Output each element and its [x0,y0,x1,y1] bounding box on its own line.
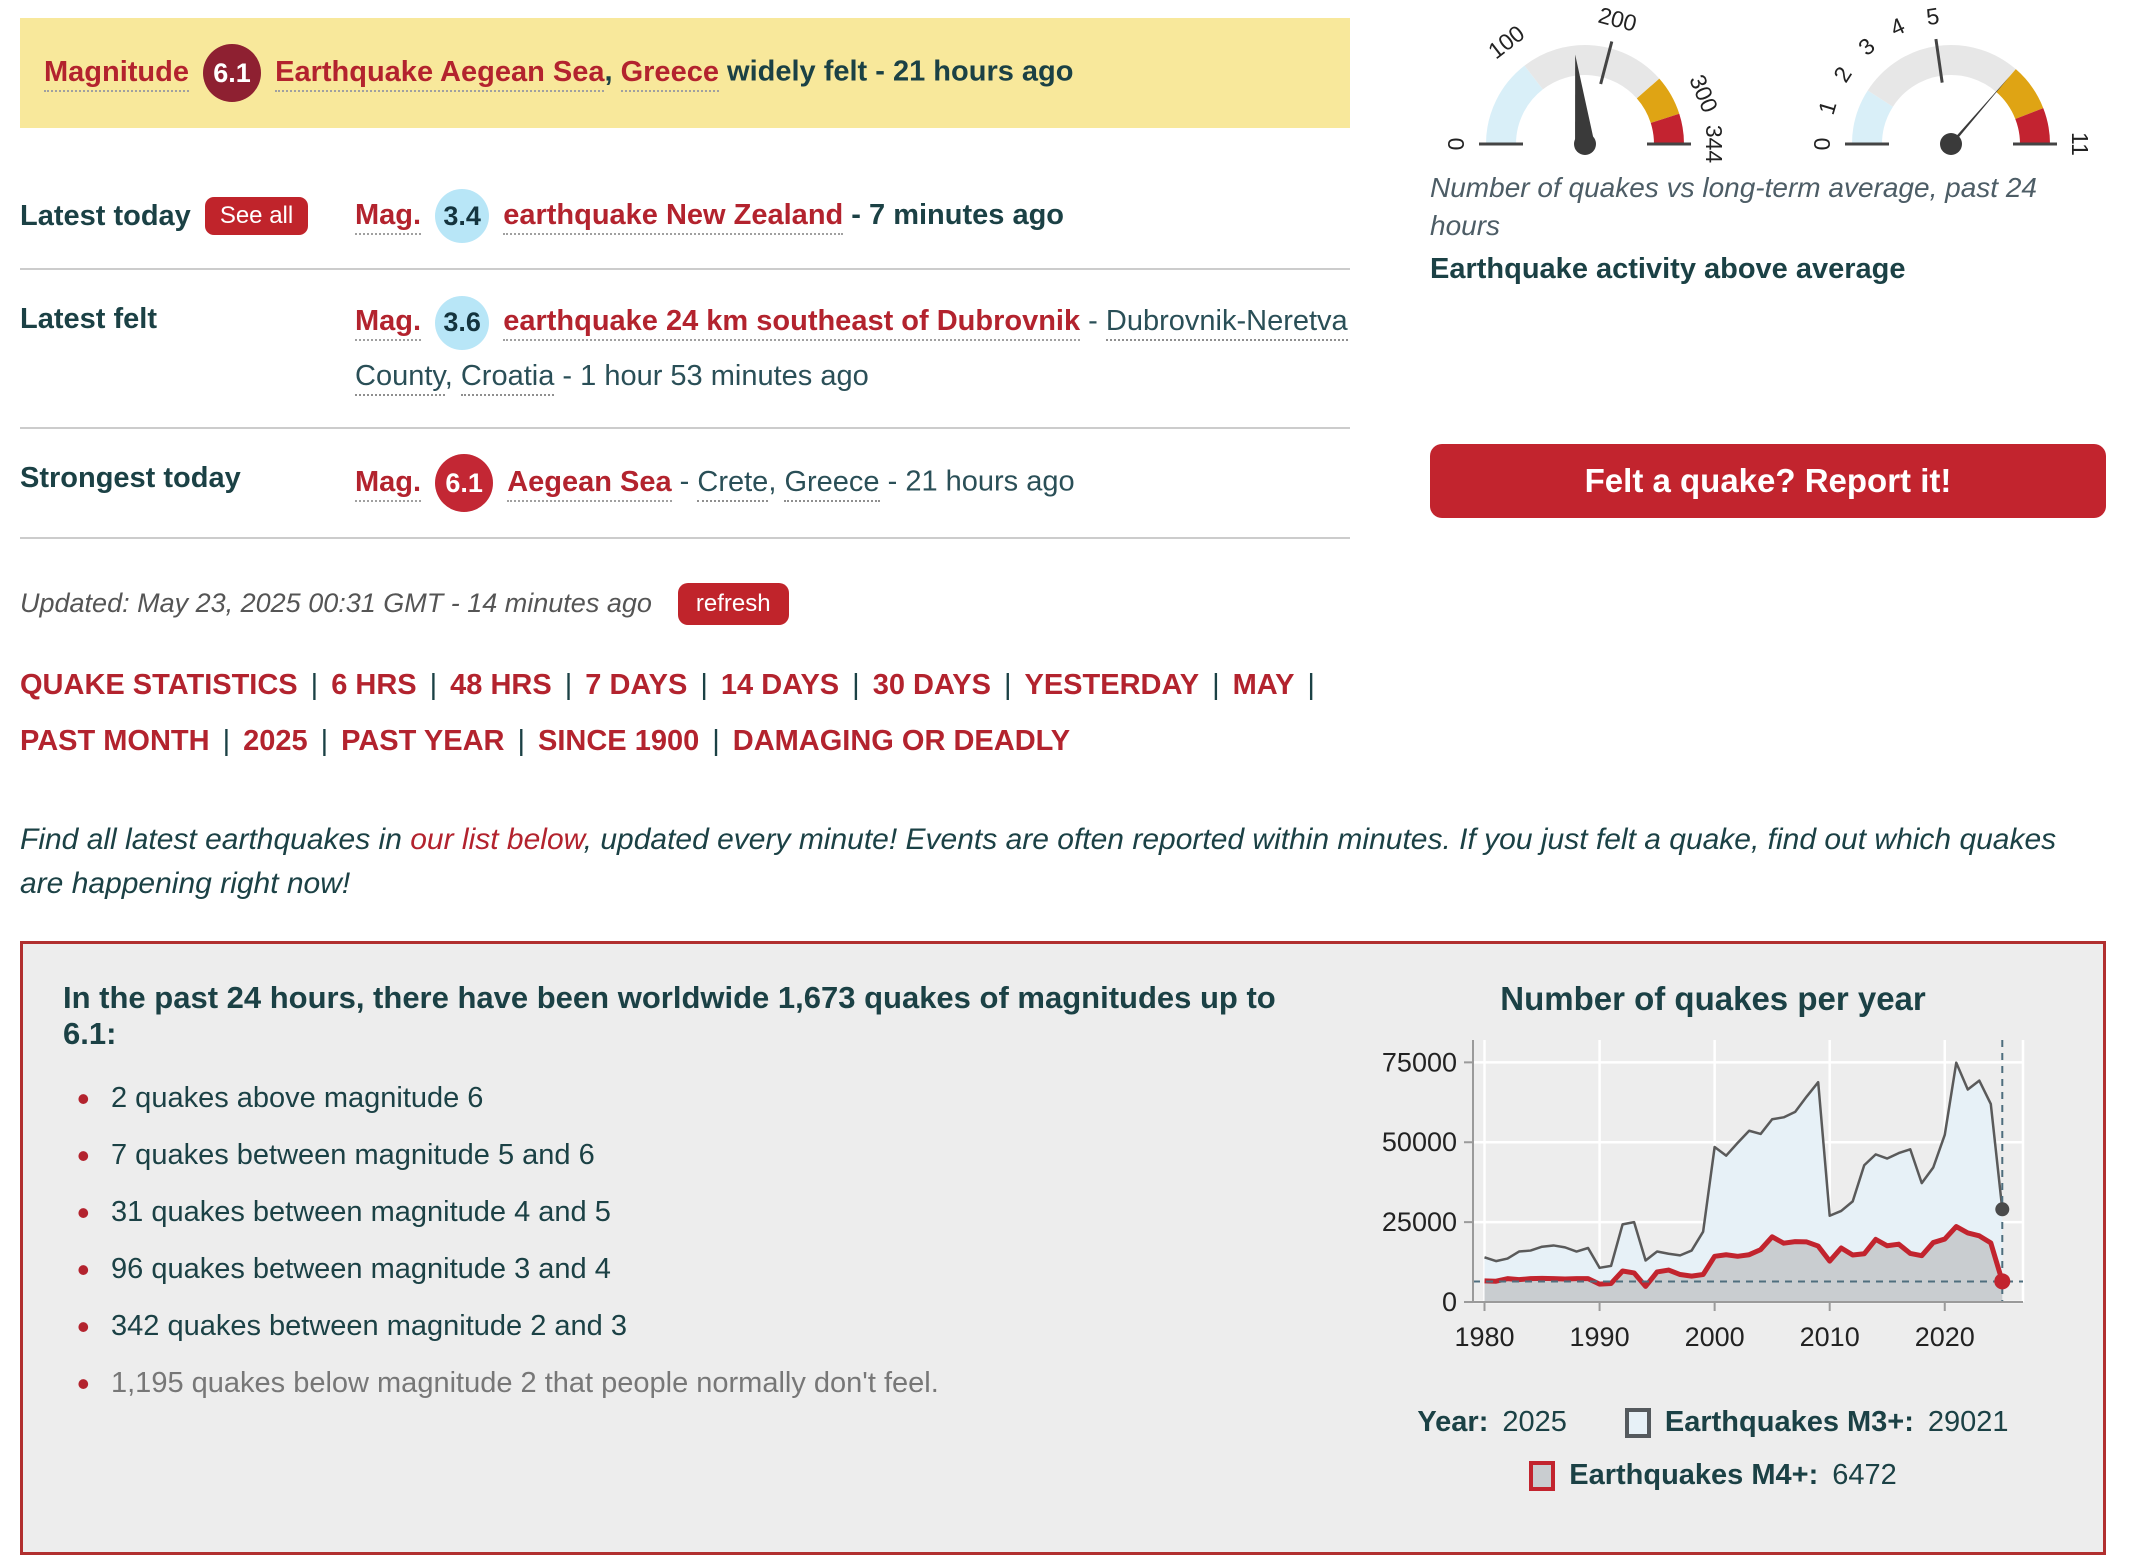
banner-magnitude-link[interactable]: Magnitude [44,56,189,92]
stats-link[interactable]: 7 DAYS [585,668,688,701]
location-link[interactable]: Crete [697,466,768,502]
country-link[interactable]: Greece [784,466,879,502]
separator: | [852,668,860,701]
quake-count-gauge [1430,2,1740,187]
separator: | [564,668,573,701]
stats-link[interactable]: PAST MONTH [20,725,210,758]
summary-bullet: • 7 quakes between magnitude 5 and 6 [63,1139,1313,1172]
stats-link[interactable]: YESTERDAY [1024,668,1200,701]
svg-text:0: 0 [1443,137,1469,151]
updated-text: Updated: May 23, 2025 00:31 GMT - 14 minutes ago [20,588,652,619]
activity-gauges [1430,2,2106,187]
separator: | [517,725,526,758]
our-list-below-link[interactable]: our list below [410,823,584,857]
top-section [20,0,2106,778]
separator: | [1212,668,1220,701]
chart-title: Number of quakes per year [1500,980,1926,1018]
separator: | [310,668,319,701]
summary-box-right [1363,980,2063,1492]
svg-text:50000: 50000 [1381,1127,1457,1158]
legend-year-value: 2025 [1502,1406,1567,1439]
svg-text:0: 0 [1441,1287,1457,1318]
row-time: - 7 minutes ago [843,199,1065,231]
activity-status: Earthquake activity above average [1430,252,1906,285]
svg-text:100: 100 [1483,19,1530,64]
svg-text:1990: 1990 [1569,1322,1630,1353]
summary-bullet-list [63,1082,1313,1400]
banner-comma: , [604,55,621,88]
svg-text:5: 5 [1924,2,1941,31]
row-label-text: Latest felt [20,303,157,336]
right-column [1430,0,2106,518]
alert-banner [20,18,1350,128]
row-time: - 1 hour 53 minutes ago [554,359,869,392]
separator: | [222,725,231,758]
legend-m3-label: Earthquakes M3+: [1664,1406,1914,1439]
chart-legend-row1 [1363,1406,2063,1439]
stats-links-line1 [20,665,1350,706]
intro-pre: Find all latest earthquakes in [20,823,411,857]
svg-text:25000: 25000 [1381,1207,1457,1238]
stats-link[interactable]: 48 HRS [450,668,552,701]
mag-link[interactable]: Mag. [355,305,421,341]
stats-link[interactable]: QUAKE STATISTICS [20,668,298,701]
svg-text:3: 3 [1853,32,1880,61]
report-quake-button[interactable]: Felt a quake? Report it! [1430,444,2106,518]
magnitude-badge: 3.6 [435,296,489,350]
summary-bullet: • 31 quakes between magnitude 4 and 5 [63,1196,1313,1229]
svg-text:2: 2 [1828,61,1857,87]
magnitude-badge: 3.4 [435,189,489,243]
summary-bullet: • 342 quakes between magnitude 2 and 3 [63,1310,1313,1343]
quake-link[interactable]: earthquake New Zealand [503,199,843,235]
table-row-latest-today [20,164,1350,270]
row-label [20,295,355,336]
table-row-strongest-today [20,429,1350,539]
chart-legend-row2 [1363,1459,2063,1492]
stats-links [20,665,1350,762]
separator: | [320,725,329,758]
banner-quake-link[interactable]: Earthquake Aegean Sea [275,56,604,92]
quakes-per-year-chart [1363,1022,2063,1367]
row-label-text: Strongest today [20,461,241,494]
stats-link[interactable]: 2025 [243,725,308,758]
stats-links-line2 [20,721,1350,762]
row-label-text: Latest today [20,199,191,232]
stats-link[interactable]: SINCE 1900 [538,725,700,758]
row-content [355,454,1350,512]
svg-text:2000: 2000 [1684,1322,1745,1353]
row-content [355,189,1350,243]
legend-m4-label: Earthquakes M4+: [1569,1459,1819,1492]
separator: | [712,725,720,758]
banner-region-link[interactable]: Greece [621,56,719,92]
legend-m3-value: 29021 [1927,1406,2009,1439]
stats-link[interactable]: 6 HRS [331,668,417,701]
quake-link[interactable]: Aegean Sea [507,466,671,502]
mag-link[interactable]: Mag. [355,466,421,502]
location-separator: , [768,465,785,498]
svg-text:344: 344 [1701,124,1727,164]
dash: - [671,465,698,498]
stats-link[interactable]: 30 DAYS [872,668,991,701]
summary-bullet: • 2 quakes above magnitude 6 [63,1082,1313,1115]
stats-link[interactable]: MAY [1232,668,1295,701]
refresh-button[interactable]: refresh [678,583,789,625]
table-row-latest-felt [20,270,1350,429]
svg-text:300: 300 [1684,70,1724,117]
activity-ratio-gauge [1796,2,2106,187]
stats-link[interactable]: 14 DAYS [720,668,840,701]
svg-text:2010: 2010 [1799,1322,1860,1353]
updated-row [20,583,1350,625]
summary-box-left [63,980,1313,1492]
intro-post: , updated every minute! Events are often reported within minutes. If you just felt a quake, find out which quakes are happening right now! [20,823,2057,900]
m4-legend-swatch [1529,1461,1555,1491]
separator: | [429,668,438,701]
row-content [355,295,1350,402]
svg-text:11: 11 [2067,132,2093,156]
country-link[interactable]: Croatia [461,360,555,396]
separator: | [1003,668,1012,701]
svg-text:4: 4 [1886,12,1909,42]
row-label [20,189,355,235]
quake-link[interactable]: earthquake 24 km southeast of Dubrovnik [503,305,1080,341]
summary-heading: In the past 24 hours, there have been worldwide 1,673 quakes of magnitudes up to 6.1: [63,980,1276,1052]
svg-text:75000: 75000 [1381,1047,1457,1078]
separator: | [700,668,708,701]
svg-text:1: 1 [1812,97,1842,118]
banner-rest: widely felt - 21 hours ago [718,55,1074,88]
separator: | [1307,668,1315,701]
gauge-caption: Number of quakes vs long-term average, past 24 hours [1430,172,2037,241]
dash: - [1080,305,1106,338]
m3-legend-swatch [1625,1408,1651,1438]
left-column [20,0,1350,778]
row-time: - 21 hours ago [879,465,1075,498]
svg-text:2020: 2020 [1914,1322,1975,1353]
svg-text:0: 0 [1809,137,1835,151]
magnitude-badge: 6.1 [203,44,261,102]
magnitude-badge: 6.1 [435,454,493,512]
svg-text:200: 200 [1595,2,1640,37]
location-link[interactable]: Dubrovnik-Neretva County [355,305,1348,395]
location-separator: , [444,359,461,392]
see-all-button[interactable]: See all [205,197,308,235]
row-label [20,454,355,495]
legend-m4-value: 6472 [1832,1459,1897,1492]
legend-year-label: Year: [1417,1406,1489,1439]
summary-bullet: • 1,195 quakes below magnitude 2 that people normally don't feel. [63,1367,1313,1400]
intro-paragraph [20,818,2105,905]
latest-quakes-table [20,164,1350,539]
mag-link[interactable]: Mag. [355,199,421,235]
stats-link[interactable]: DAMAGING OR DEADLY [732,725,1071,758]
svg-text:1980: 1980 [1454,1322,1515,1353]
stats-link[interactable]: PAST YEAR [341,725,505,758]
summary-box [20,941,2106,1555]
summary-bullet: • 96 quakes between magnitude 3 and 4 [63,1253,1313,1286]
